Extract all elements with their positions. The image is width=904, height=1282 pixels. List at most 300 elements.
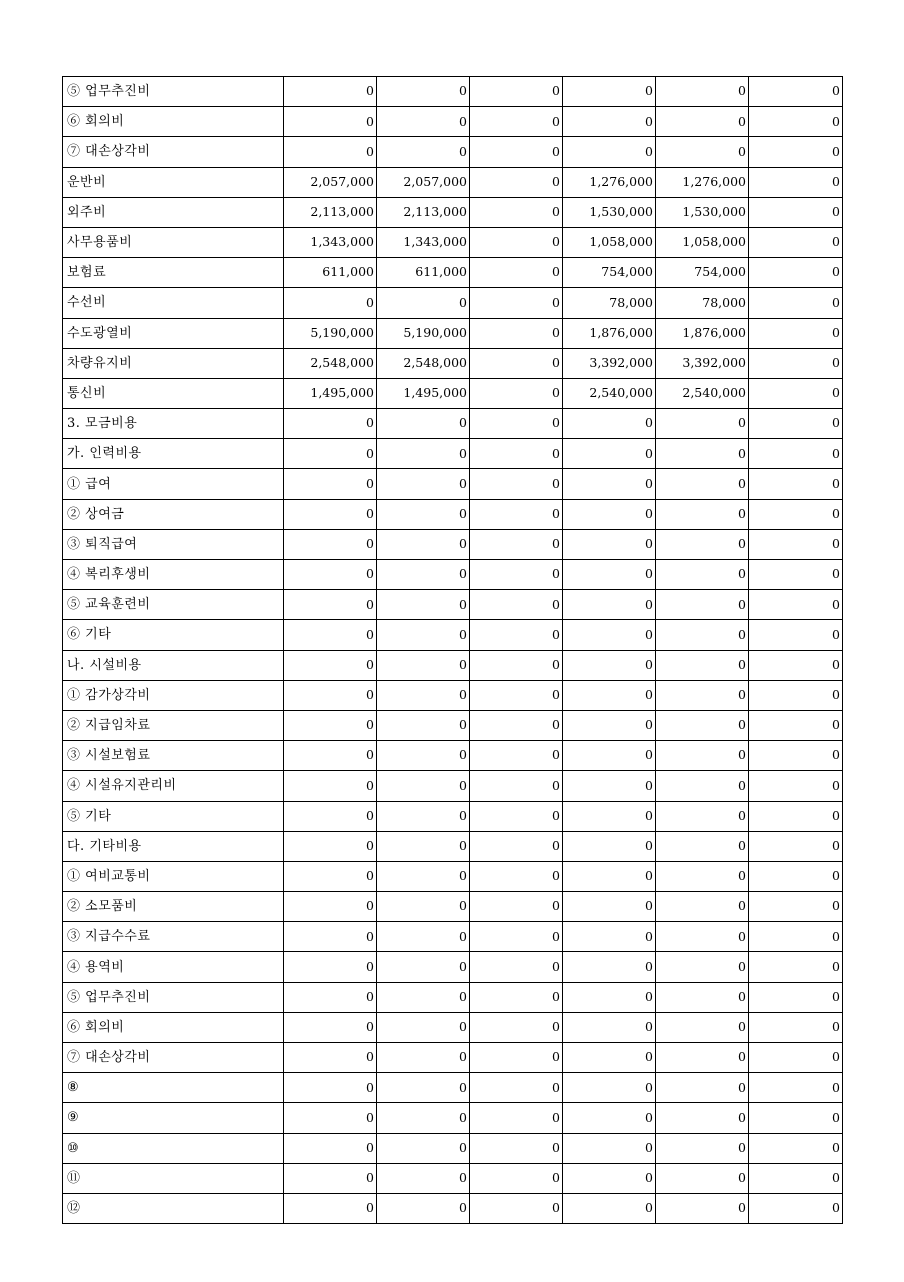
amount-cell: 0 (470, 590, 563, 620)
table-row (63, 529, 843, 559)
amount-cell: 0 (470, 469, 563, 499)
amount-cell: 0 (563, 77, 656, 107)
amount-cell: 0 (377, 439, 470, 469)
row-label: ② 소모품비 (63, 892, 284, 922)
row-label: ① 감가상각비 (63, 680, 284, 710)
row-label: ⑤ 교육훈련비 (63, 590, 284, 620)
table-row (63, 590, 843, 620)
table-row (63, 1163, 843, 1193)
amount-cell: 0 (749, 560, 843, 590)
amount-cell: 0 (749, 952, 843, 982)
row-label: 다. 기타비용 (63, 831, 284, 861)
amount-cell: 0 (749, 771, 843, 801)
table-row (63, 197, 843, 227)
row-label: ⑫ (63, 1193, 284, 1223)
table-row (63, 258, 843, 288)
amount-cell: 0 (284, 1043, 377, 1073)
amount-cell: 0 (284, 107, 377, 137)
amount-cell: 0 (470, 227, 563, 257)
amount-cell: 0 (470, 137, 563, 167)
table-row (63, 741, 843, 771)
amount-cell: 611,000 (284, 258, 377, 288)
table-row (63, 227, 843, 257)
amount-cell: 0 (284, 288, 377, 318)
amount-cell: 0 (656, 801, 749, 831)
amount-cell: 0 (377, 529, 470, 559)
amount-cell: 0 (749, 1193, 843, 1223)
amount-cell: 0 (470, 560, 563, 590)
amount-cell: 0 (563, 107, 656, 137)
amount-cell: 0 (377, 620, 470, 650)
amount-cell: 0 (656, 1073, 749, 1103)
amount-cell: 1,495,000 (284, 378, 377, 408)
amount-cell: 754,000 (656, 258, 749, 288)
amount-cell: 0 (377, 1103, 470, 1133)
amount-cell: 1,495,000 (377, 378, 470, 408)
amount-cell: 2,113,000 (377, 197, 470, 227)
row-label: ⑩ (63, 1133, 284, 1163)
row-label: ② 지급임차료 (63, 710, 284, 740)
table-row (63, 1043, 843, 1073)
amount-cell: 0 (563, 680, 656, 710)
amount-cell: 0 (563, 892, 656, 922)
amount-cell: 0 (749, 922, 843, 952)
amount-cell: 0 (749, 620, 843, 650)
amount-cell: 0 (377, 499, 470, 529)
amount-cell: 0 (377, 771, 470, 801)
amount-cell: 0 (749, 409, 843, 439)
row-label: ⑥ 회의비 (63, 107, 284, 137)
amount-cell: 0 (749, 499, 843, 529)
row-label: ⑤ 업무추진비 (63, 77, 284, 107)
table-row (63, 167, 843, 197)
table-row (63, 771, 843, 801)
amount-cell: 0 (470, 741, 563, 771)
amount-cell: 0 (749, 831, 843, 861)
table-row (63, 318, 843, 348)
amount-cell: 0 (563, 409, 656, 439)
row-label: ⑤ 기타 (63, 801, 284, 831)
row-label: 수선비 (63, 288, 284, 318)
amount-cell: 1,530,000 (656, 197, 749, 227)
table-row (63, 1193, 843, 1223)
amount-cell: 0 (284, 771, 377, 801)
amount-cell: 0 (470, 620, 563, 650)
amount-cell: 0 (284, 409, 377, 439)
amount-cell: 0 (284, 590, 377, 620)
amount-cell: 0 (656, 499, 749, 529)
table-row (63, 288, 843, 318)
row-label: ④ 복리후생비 (63, 560, 284, 590)
table-row (63, 1103, 843, 1133)
amount-cell: 0 (563, 560, 656, 590)
amount-cell: 0 (377, 952, 470, 982)
amount-cell: 0 (656, 77, 749, 107)
amount-cell: 0 (563, 1163, 656, 1193)
amount-cell: 0 (563, 499, 656, 529)
row-label: ③ 지급수수료 (63, 922, 284, 952)
amount-cell: 0 (377, 922, 470, 952)
amount-cell: 0 (470, 107, 563, 137)
amount-cell: 0 (656, 1103, 749, 1133)
amount-cell: 0 (749, 1103, 843, 1133)
amount-cell: 0 (284, 560, 377, 590)
amount-cell: 1,058,000 (656, 227, 749, 257)
amount-cell: 0 (377, 288, 470, 318)
row-label: ⑦ 대손상각비 (63, 137, 284, 167)
amount-cell: 0 (470, 1133, 563, 1163)
table-row (63, 710, 843, 740)
amount-cell: 0 (749, 378, 843, 408)
amount-cell: 0 (284, 1163, 377, 1193)
amount-cell: 0 (284, 469, 377, 499)
row-label: ③ 퇴직급여 (63, 529, 284, 559)
amount-cell: 0 (377, 1193, 470, 1223)
amount-cell: 0 (563, 922, 656, 952)
amount-cell: 0 (563, 710, 656, 740)
amount-cell: 0 (749, 197, 843, 227)
amount-cell: 0 (656, 529, 749, 559)
table-row (63, 982, 843, 1012)
amount-cell: 0 (470, 831, 563, 861)
amount-cell: 0 (749, 710, 843, 740)
table-row (63, 650, 843, 680)
amount-cell: 0 (656, 1193, 749, 1223)
amount-cell: 0 (749, 439, 843, 469)
row-label: ⑦ 대손상각비 (63, 1043, 284, 1073)
amount-cell: 0 (563, 650, 656, 680)
amount-cell: 0 (656, 952, 749, 982)
amount-cell: 0 (284, 137, 377, 167)
amount-cell: 0 (284, 741, 377, 771)
amount-cell: 2,548,000 (377, 348, 470, 378)
row-label: ⑨ (63, 1103, 284, 1133)
amount-cell: 0 (377, 680, 470, 710)
amount-cell: 0 (563, 1073, 656, 1103)
row-label: ③ 시설보험료 (63, 741, 284, 771)
amount-cell: 0 (470, 1193, 563, 1223)
amount-cell: 78,000 (656, 288, 749, 318)
amount-cell: 0 (377, 1012, 470, 1042)
amount-cell: 0 (470, 77, 563, 107)
amount-cell: 0 (656, 710, 749, 740)
row-label: 가. 인력비용 (63, 439, 284, 469)
amount-cell: 0 (563, 1193, 656, 1223)
amount-cell: 0 (284, 680, 377, 710)
amount-cell: 5,190,000 (377, 318, 470, 348)
amount-cell: 1,343,000 (377, 227, 470, 257)
amount-cell: 0 (749, 1073, 843, 1103)
table-row (63, 499, 843, 529)
amount-cell: 0 (749, 77, 843, 107)
amount-cell: 0 (377, 1163, 470, 1193)
amount-cell: 0 (284, 801, 377, 831)
amount-cell: 3,392,000 (656, 348, 749, 378)
amount-cell: 0 (377, 77, 470, 107)
amount-cell: 0 (284, 952, 377, 982)
row-label: 수도광열비 (63, 318, 284, 348)
table-row (63, 348, 843, 378)
row-label: ⑪ (63, 1163, 284, 1193)
amount-cell: 0 (563, 620, 656, 650)
amount-cell: 0 (749, 680, 843, 710)
amount-cell: 0 (656, 892, 749, 922)
amount-cell: 0 (563, 771, 656, 801)
amount-cell: 0 (656, 982, 749, 1012)
amount-cell: 0 (656, 439, 749, 469)
amount-cell: 0 (470, 710, 563, 740)
amount-cell: 0 (470, 922, 563, 952)
amount-cell: 0 (656, 409, 749, 439)
amount-cell: 0 (656, 1012, 749, 1042)
amount-cell: 0 (284, 982, 377, 1012)
amount-cell: 0 (656, 560, 749, 590)
amount-cell: 0 (470, 771, 563, 801)
amount-cell: 0 (377, 861, 470, 891)
amount-cell: 0 (377, 831, 470, 861)
amount-cell: 0 (749, 590, 843, 620)
row-label: ⑥ 기타 (63, 620, 284, 650)
row-label: 3. 모금비용 (63, 409, 284, 439)
amount-cell: 0 (563, 137, 656, 167)
amount-cell: 0 (656, 771, 749, 801)
amount-cell: 0 (470, 167, 563, 197)
amount-cell: 0 (470, 861, 563, 891)
amount-cell: 0 (749, 529, 843, 559)
amount-cell: 0 (470, 1043, 563, 1073)
amount-cell: 0 (470, 529, 563, 559)
amount-cell: 0 (284, 620, 377, 650)
amount-cell: 0 (656, 137, 749, 167)
amount-cell: 0 (749, 348, 843, 378)
table-row (63, 107, 843, 137)
amount-cell: 0 (284, 1133, 377, 1163)
row-label: ④ 용역비 (63, 952, 284, 982)
row-label: ⑤ 업무추진비 (63, 982, 284, 1012)
table-row (63, 409, 843, 439)
table-row (63, 469, 843, 499)
amount-cell: 0 (656, 469, 749, 499)
amount-cell: 0 (470, 258, 563, 288)
amount-cell: 0 (749, 288, 843, 318)
table-row (63, 861, 843, 891)
row-label: 나. 시설비용 (63, 650, 284, 680)
amount-cell: 0 (656, 650, 749, 680)
amount-cell: 0 (377, 982, 470, 1012)
amount-cell: 0 (749, 469, 843, 499)
amount-cell: 0 (563, 439, 656, 469)
amount-cell: 0 (470, 409, 563, 439)
amount-cell: 611,000 (377, 258, 470, 288)
amount-cell: 0 (470, 439, 563, 469)
amount-cell: 2,113,000 (284, 197, 377, 227)
amount-cell: 0 (749, 801, 843, 831)
amount-cell: 0 (563, 1043, 656, 1073)
amount-cell: 0 (656, 831, 749, 861)
table-row (63, 680, 843, 710)
row-label: ① 급여 (63, 469, 284, 499)
amount-cell: 0 (470, 197, 563, 227)
amount-cell: 0 (470, 982, 563, 1012)
amount-cell: 0 (656, 680, 749, 710)
amount-cell: 0 (749, 650, 843, 680)
amount-cell: 754,000 (563, 258, 656, 288)
amount-cell: 0 (377, 409, 470, 439)
amount-cell: 0 (563, 801, 656, 831)
amount-cell: 0 (563, 469, 656, 499)
amount-cell: 0 (749, 318, 843, 348)
row-label: ⑧ (63, 1073, 284, 1103)
amount-cell: 0 (749, 137, 843, 167)
amount-cell: 0 (749, 861, 843, 891)
amount-cell: 0 (377, 1133, 470, 1163)
amount-cell: 0 (470, 378, 563, 408)
amount-cell: 0 (749, 1163, 843, 1193)
amount-cell: 2,057,000 (377, 167, 470, 197)
amount-cell: 0 (656, 741, 749, 771)
amount-cell: 0 (470, 499, 563, 529)
amount-cell: 0 (284, 439, 377, 469)
amount-cell: 0 (470, 318, 563, 348)
row-label: 통신비 (63, 378, 284, 408)
table-row (63, 137, 843, 167)
amount-cell: 0 (656, 922, 749, 952)
amount-cell: 0 (563, 529, 656, 559)
amount-cell: 1,530,000 (563, 197, 656, 227)
amount-cell: 0 (749, 258, 843, 288)
table-row (63, 1012, 843, 1042)
amount-cell: 0 (377, 801, 470, 831)
amount-cell: 0 (470, 680, 563, 710)
row-label: ⑥ 회의비 (63, 1012, 284, 1042)
amount-cell: 0 (563, 982, 656, 1012)
amount-cell: 0 (656, 620, 749, 650)
amount-cell: 0 (749, 227, 843, 257)
amount-cell: 0 (284, 1103, 377, 1133)
amount-cell: 0 (656, 1043, 749, 1073)
amount-cell: 0 (377, 560, 470, 590)
table-row (63, 1133, 843, 1163)
amount-cell: 0 (377, 650, 470, 680)
amount-cell: 0 (656, 861, 749, 891)
amount-cell: 0 (656, 1133, 749, 1163)
table-body (63, 77, 843, 1224)
amount-cell: 0 (470, 288, 563, 318)
table-row (63, 560, 843, 590)
amount-cell: 0 (377, 469, 470, 499)
amount-cell: 0 (284, 892, 377, 922)
amount-cell: 5,190,000 (284, 318, 377, 348)
amount-cell: 0 (563, 741, 656, 771)
amount-cell: 1,876,000 (563, 318, 656, 348)
financial-table (62, 76, 843, 1224)
table-row (63, 831, 843, 861)
amount-cell: 0 (284, 710, 377, 740)
amount-cell: 0 (563, 1103, 656, 1133)
amount-cell: 0 (377, 741, 470, 771)
amount-cell: 0 (284, 861, 377, 891)
amount-cell: 0 (749, 982, 843, 1012)
amount-cell: 0 (284, 529, 377, 559)
row-label: 보험료 (63, 258, 284, 288)
amount-cell: 0 (563, 1133, 656, 1163)
table-row (63, 892, 843, 922)
amount-cell: 0 (470, 650, 563, 680)
amount-cell: 0 (656, 590, 749, 620)
amount-cell: 0 (749, 892, 843, 922)
amount-cell: 1,876,000 (656, 318, 749, 348)
amount-cell: 0 (656, 107, 749, 137)
amount-cell: 0 (377, 892, 470, 922)
amount-cell: 0 (470, 801, 563, 831)
amount-cell: 1,058,000 (563, 227, 656, 257)
amount-cell: 0 (284, 499, 377, 529)
row-label: 운반비 (63, 167, 284, 197)
amount-cell: 0 (470, 892, 563, 922)
amount-cell: 0 (749, 1012, 843, 1042)
amount-cell: 0 (284, 1012, 377, 1042)
amount-cell: 0 (284, 1073, 377, 1103)
amount-cell: 0 (563, 590, 656, 620)
amount-cell: 0 (377, 590, 470, 620)
amount-cell: 0 (749, 107, 843, 137)
amount-cell: 78,000 (563, 288, 656, 318)
amount-cell: 2,548,000 (284, 348, 377, 378)
amount-cell: 0 (656, 1163, 749, 1193)
amount-cell: 0 (377, 137, 470, 167)
amount-cell: 3,392,000 (563, 348, 656, 378)
amount-cell: 0 (284, 650, 377, 680)
amount-cell: 1,276,000 (656, 167, 749, 197)
amount-cell: 2,057,000 (284, 167, 377, 197)
amount-cell: 0 (284, 831, 377, 861)
amount-cell: 0 (749, 1133, 843, 1163)
table-row (63, 77, 843, 107)
amount-cell: 2,540,000 (656, 378, 749, 408)
row-label: ② 상여금 (63, 499, 284, 529)
amount-cell: 0 (377, 1073, 470, 1103)
amount-cell: 0 (284, 77, 377, 107)
table-row (63, 922, 843, 952)
amount-cell: 0 (749, 167, 843, 197)
table-row (63, 620, 843, 650)
amount-cell: 1,276,000 (563, 167, 656, 197)
amount-cell: 0 (749, 1043, 843, 1073)
amount-cell: 0 (470, 952, 563, 982)
amount-cell: 1,343,000 (284, 227, 377, 257)
amount-cell: 2,540,000 (563, 378, 656, 408)
amount-cell: 0 (377, 107, 470, 137)
amount-cell: 0 (470, 1012, 563, 1042)
table-row (63, 1073, 843, 1103)
row-label: 차량유지비 (63, 348, 284, 378)
amount-cell: 0 (563, 952, 656, 982)
amount-cell: 0 (749, 741, 843, 771)
table-row (63, 378, 843, 408)
amount-cell: 0 (284, 922, 377, 952)
table-row (63, 801, 843, 831)
amount-cell: 0 (377, 1043, 470, 1073)
amount-cell: 0 (470, 1163, 563, 1193)
amount-cell: 0 (470, 1073, 563, 1103)
row-label: 사무용품비 (63, 227, 284, 257)
amount-cell: 0 (470, 348, 563, 378)
amount-cell: 0 (470, 1103, 563, 1133)
amount-cell: 0 (284, 1193, 377, 1223)
amount-cell: 0 (563, 831, 656, 861)
row-label: ① 여비교통비 (63, 861, 284, 891)
amount-cell: 0 (563, 1012, 656, 1042)
